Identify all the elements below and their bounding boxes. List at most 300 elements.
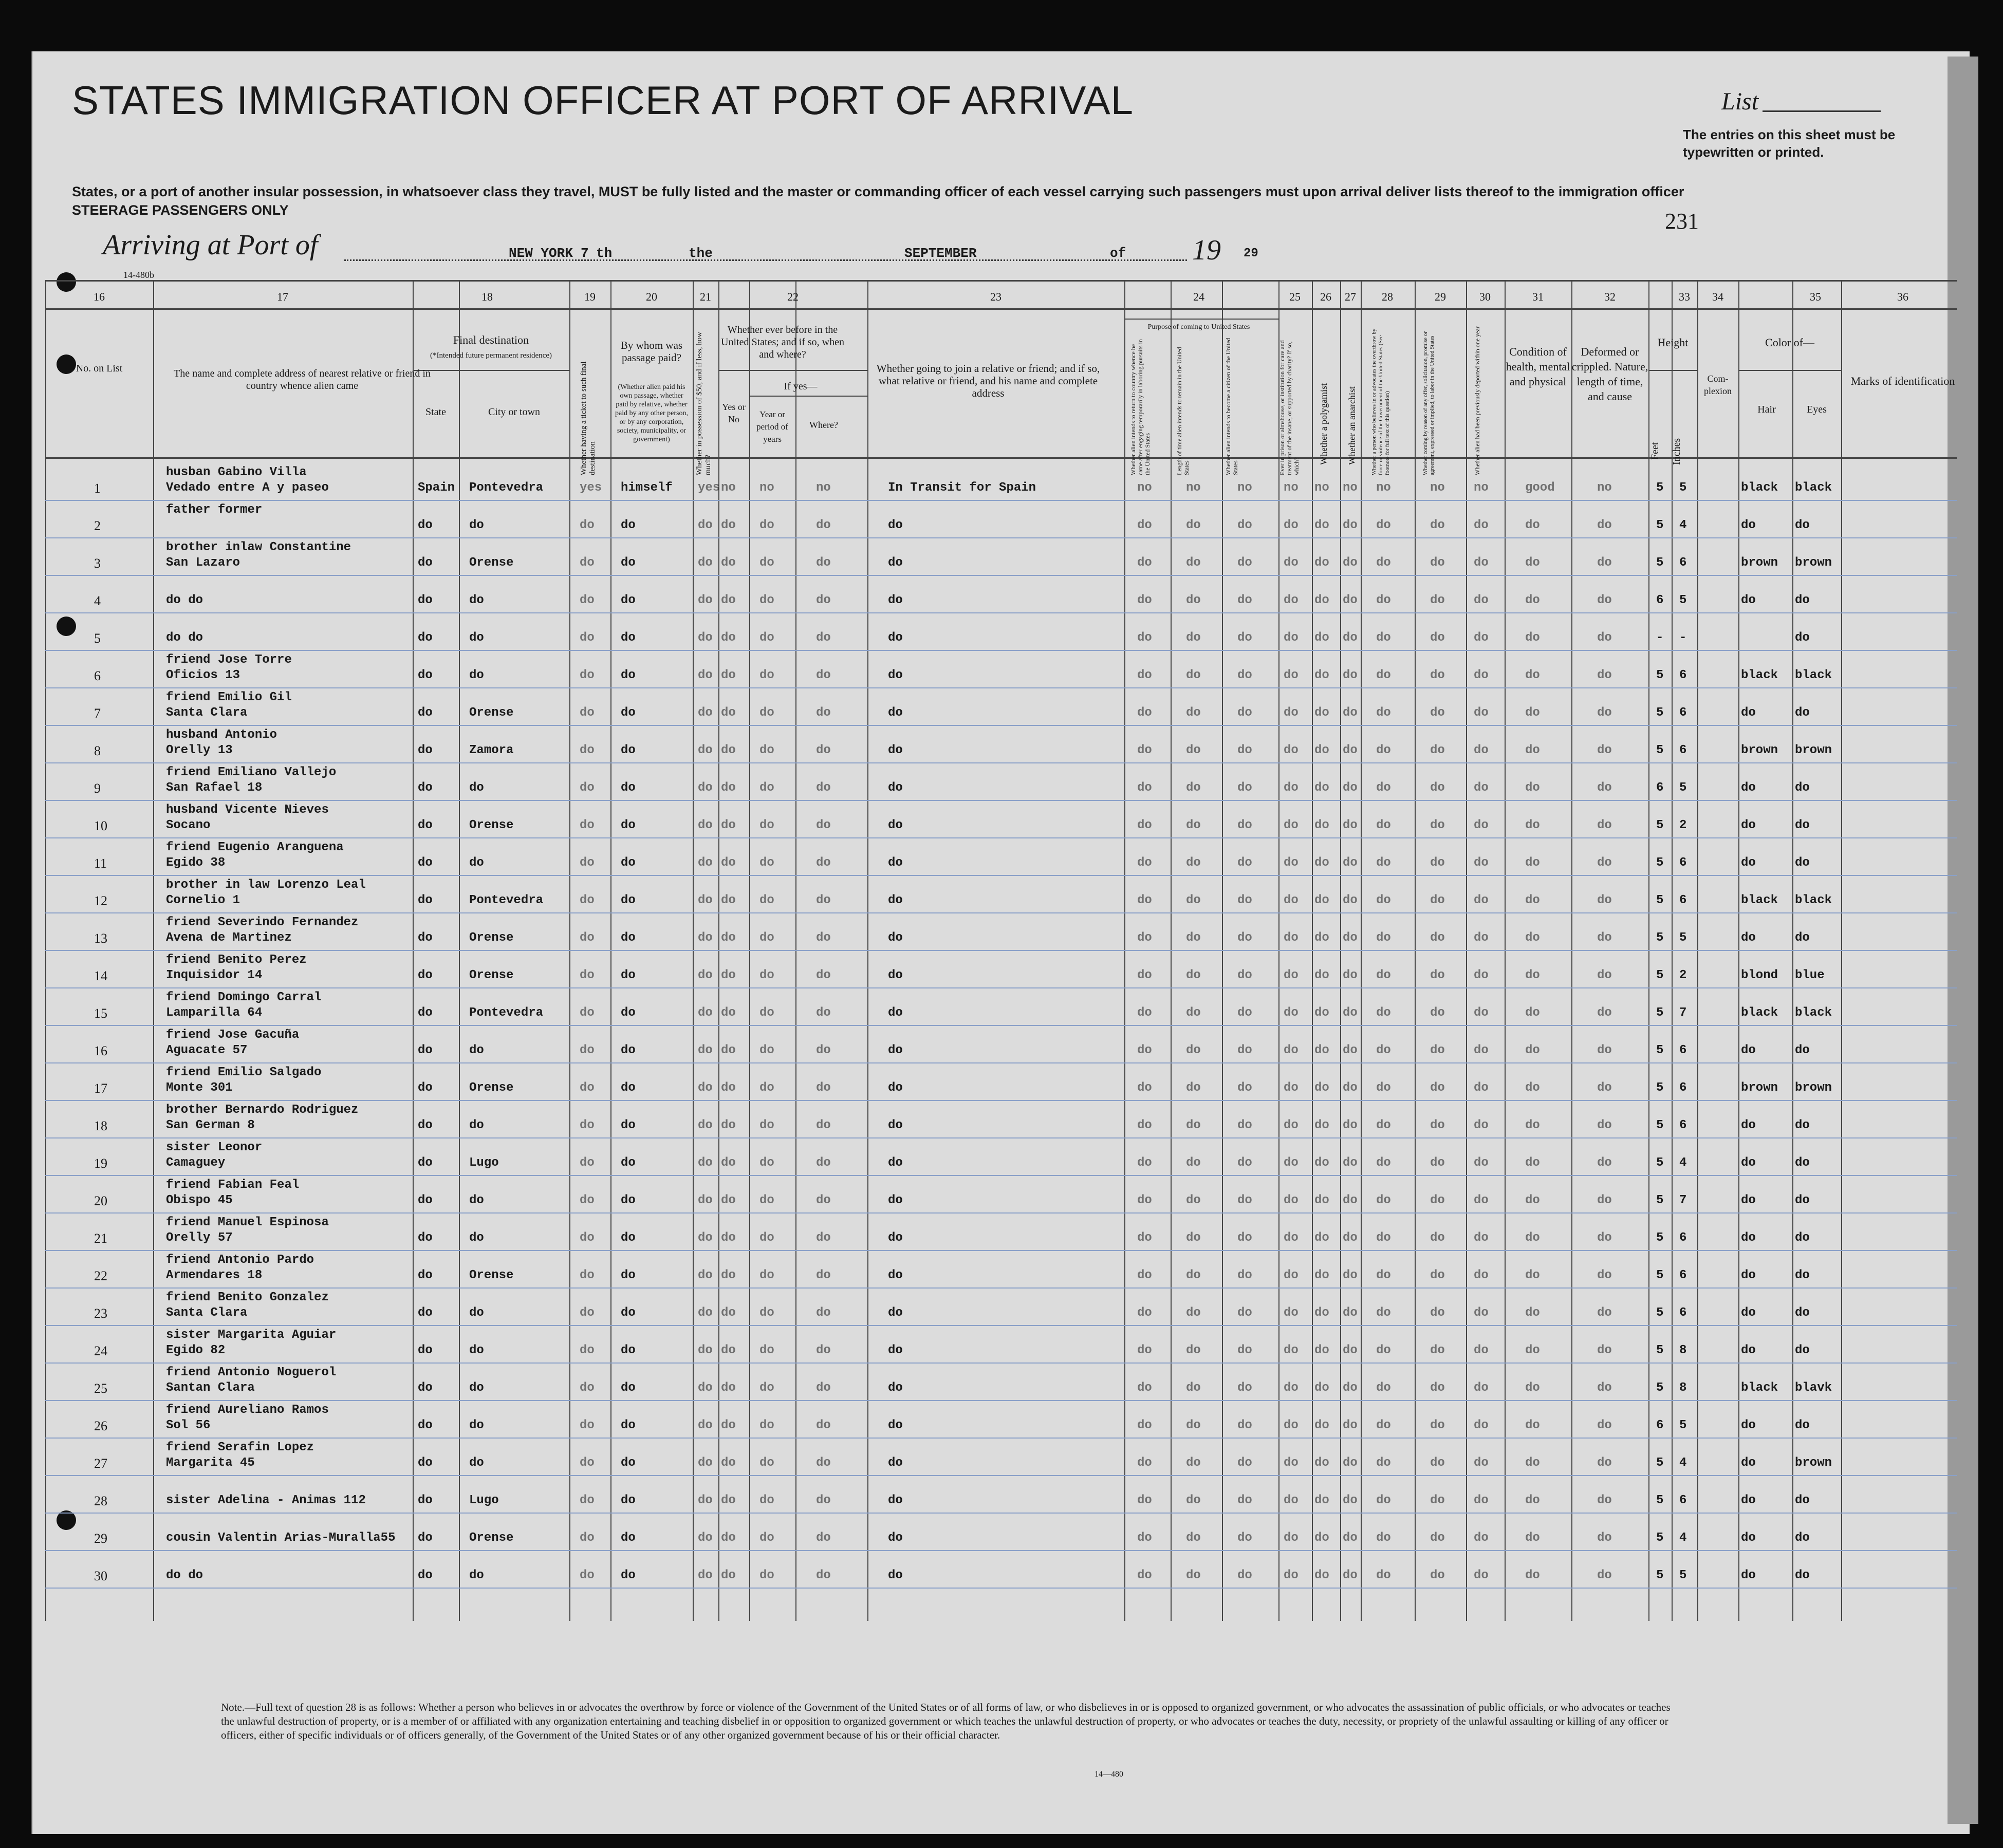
cell-city: do [469,1118,484,1132]
cell-hair: blond [1741,968,1778,982]
cell-state: do [418,1306,433,1320]
cell-paid: do [621,968,636,982]
cell-health: do [1525,893,1540,907]
cell-anar: do [1343,668,1358,682]
column-number: 25 [1289,290,1301,303]
cell-poly: do [1314,631,1329,645]
cell-yn: no [721,481,736,495]
cell-no: 29 [94,1531,107,1546]
cell-feet: 6 [1656,1418,1664,1432]
cell-health: do [1525,593,1540,607]
cell-state: do [418,931,433,945]
cell-inches: 6 [1679,1494,1687,1507]
cell-feet: 5 [1656,1531,1664,1545]
cell-anar: do [1343,1456,1358,1470]
column-number: 30 [1479,290,1491,303]
cell-pc: no [1237,481,1252,495]
cell-no: 24 [94,1343,107,1358]
cell-feet: 5 [1656,1193,1664,1207]
cell-health: do [1525,743,1540,757]
cell-deformed: do [1597,518,1612,532]
cell-eyes: black [1795,481,1832,495]
cell-state: do [418,1343,433,1357]
cell-dep: do [1474,931,1489,945]
cell-pb: do [1186,1456,1201,1470]
cell-prison: do [1284,631,1299,645]
cell-poly: do [1314,743,1329,757]
cell-hair: do [1741,1418,1756,1432]
cell-dep: do [1474,1531,1489,1545]
cell-paid: do [621,893,636,907]
cell-paid: do [621,931,636,945]
cell-no: 4 [94,593,101,608]
cell-state: do [418,1494,433,1507]
cell-inches: 2 [1679,968,1687,982]
cell-ticket: do [580,1569,595,1582]
cell-offer: do [1430,1569,1445,1582]
cell-offer: do [1430,1006,1445,1020]
cell-hair: do [1741,1156,1756,1170]
cell-anar: do [1343,1268,1358,1282]
cell-pb: do [1186,631,1201,645]
header-complexion: Com-plexion [1704,374,1732,396]
cell-over: do [1376,1306,1391,1320]
cell-state: do [418,856,433,870]
cell-city: do [469,631,484,645]
cell-poly: do [1314,556,1329,570]
cell-pb: do [1186,1043,1201,1057]
cell-city: do [469,1569,484,1582]
cell-yn: do [721,1418,736,1432]
cell-no: 16 [94,1043,107,1058]
cell-pc: do [1237,1569,1252,1582]
cell-health: do [1525,1043,1540,1057]
cell-health: do [1525,818,1540,832]
column-number: 35 [1810,290,1821,303]
subtitle [72,182,1684,219]
cell-where: do [816,1118,831,1132]
header-no-on-list: No. on List [76,363,123,374]
cell-poly: do [1314,1569,1329,1582]
cell-health: do [1525,706,1540,720]
cell-prison: do [1284,818,1299,832]
cell-eyes: do [1795,818,1810,832]
cell-dep: do [1474,1043,1489,1057]
header-yes-or-no: Yes or No [722,402,746,424]
cell-pb: do [1186,518,1201,532]
cell-yn: do [721,1306,736,1320]
cell-pa: do [1137,668,1152,682]
cell-state: do [418,1081,433,1095]
cell-pc: do [1237,1231,1252,1245]
cell-deformed: do [1597,781,1612,795]
cell-year: do [759,1343,774,1357]
cell-where: do [816,1456,831,1470]
cell-offer: do [1430,1156,1445,1170]
cell-inches: 6 [1679,1118,1687,1132]
cell-poly: do [1314,1343,1329,1357]
cell-year: do [759,1456,774,1470]
cell-money: do [698,668,713,682]
cell-pa: do [1137,1418,1152,1432]
cell-prison: do [1284,931,1299,945]
cell-ticket: yes [580,481,602,495]
cell-rel2: Egido 38 [166,856,226,870]
cell-money: do [698,631,713,645]
cell-pc: do [1237,856,1252,870]
cell-yn: do [721,1268,736,1282]
cell-pc: do [1237,518,1252,532]
cell-yn: do [721,1494,736,1507]
cell-joining: do [888,1043,903,1057]
cell-dep: do [1474,1193,1489,1207]
cell-hair: do [1741,1456,1756,1470]
cell-anar: do [1343,1381,1358,1395]
cell-joining: do [888,1494,903,1507]
cell-deformed: do [1597,931,1612,945]
cell-where: do [816,1081,831,1095]
cell-over: do [1376,1531,1391,1545]
cell-pc: do [1237,556,1252,570]
cell-joining: do [888,1118,903,1132]
cell-pa: do [1137,593,1152,607]
cell-where: do [816,556,831,570]
cell-anar: do [1343,931,1358,945]
cell-money: do [698,1343,713,1357]
cell-year: do [759,893,774,907]
cell-money: do [698,1043,713,1057]
header-height: Height [1657,336,1689,349]
cell-ticket: do [580,1006,595,1020]
cell-hair: do [1741,706,1756,720]
header-deformed: Deformed or crippled. Nature, length of time, and cause [1571,345,1648,403]
cell-where: do [816,668,831,682]
cell-money: do [698,743,713,757]
header-prison: Ever in prison or almshouse, or institution for care and treatment of the insane, or supported by charity? If so, which? [1278,340,1300,475]
cell-money: do [698,1306,713,1320]
cell-poly: do [1314,1381,1329,1395]
cell-ticket: do [580,1381,595,1395]
column-number: 16 [94,290,105,303]
header-year-period: Year or period of years [756,409,788,444]
cell-state: do [418,743,433,757]
cell-eyes: brown [1795,1081,1832,1095]
table-row [45,1550,1957,1588]
cell-health: do [1525,1531,1540,1545]
cell-eyes: do [1795,1268,1810,1282]
cell-over: do [1376,1118,1391,1132]
cell-pa: do [1137,931,1152,945]
header-ever-before: Whether ever before in the United States; and if so, when and where? [721,324,844,360]
cell-over: do [1376,1456,1391,1470]
cell-year: do [759,1494,774,1507]
cell-year: do [759,1306,774,1320]
cell-where: do [816,1343,831,1357]
cell-health: do [1525,1418,1540,1432]
cell-money: do [698,818,713,832]
cell-ticket: do [580,1306,595,1320]
cell-prison: do [1284,1381,1299,1395]
table-row [45,462,1957,500]
cell-poly: do [1314,818,1329,832]
cell-where: do [816,1006,831,1020]
cell-inches: 4 [1679,1156,1687,1170]
cell-over: do [1376,1043,1391,1057]
header-possession: Whether in possession of $50, and if less, how much? [695,331,712,475]
cell-anar: do [1343,1193,1358,1207]
cell-dep: do [1474,1231,1489,1245]
cell-joining: do [888,1343,903,1357]
header-if-yes: If yes— [784,381,818,392]
cell-city: do [469,1193,484,1207]
cell-dep: do [1474,1418,1489,1432]
cell-no: 30 [94,1569,107,1583]
cell-paid: do [621,1081,636,1095]
cell-pc: do [1237,743,1252,757]
cell-rel2: Egido 82 [166,1343,226,1357]
cell-inches: 5 [1679,931,1687,945]
cell-dep: do [1474,856,1489,870]
cell-rel2: Santan Clara [166,1381,255,1395]
cell-dep: do [1474,1494,1489,1507]
cell-hair: black [1741,668,1778,682]
cell-yn: do [721,1118,736,1132]
cell-over: no [1376,481,1391,495]
cell-poly: do [1314,1268,1329,1282]
cell-rel2: Vedado entre A y paseo [166,481,329,495]
cell-state: do [418,593,433,607]
cell-pa: do [1137,1193,1152,1207]
cell-paid: do [621,1118,636,1132]
cell-dep: no [1474,481,1489,495]
cell-yn: do [721,1456,736,1470]
cell-prison: do [1284,1156,1299,1170]
cell-poly: do [1314,1156,1329,1170]
cell-rel1: friend Aureliano Ramos [166,1403,329,1417]
cell-hair: do [1741,518,1756,532]
cell-eyes: brown [1795,1456,1832,1470]
cell-feet: 5 [1656,893,1664,907]
cell-no: 5 [94,631,101,646]
cell-deformed: do [1597,1231,1612,1245]
cell-rel1: husband Vicente Nieves [166,803,329,817]
cell-no: 21 [94,1231,107,1246]
cell-inches: 6 [1679,856,1687,870]
cell-health: do [1525,668,1540,682]
cell-pc: do [1237,1193,1252,1207]
cell-deformed: do [1597,1006,1612,1020]
cell-over: do [1376,593,1391,607]
cell-city: do [469,1043,484,1057]
cell-health: do [1525,631,1540,645]
cell-pb: do [1186,1193,1201,1207]
cell-anar: do [1343,1531,1358,1545]
cell-dep: do [1474,818,1489,832]
cell-pb: do [1186,1569,1201,1582]
cell-yn: do [721,1006,736,1020]
cell-yn: do [721,706,736,720]
header-city: City or town [488,406,541,418]
cell-state: do [418,706,433,720]
cell-yn: do [721,668,736,682]
cell-money: do [698,1231,713,1245]
cell-feet: 5 [1656,1006,1664,1020]
cell-poly: do [1314,1043,1329,1057]
cell-ticket: do [580,1343,595,1357]
cell-over: do [1376,706,1391,720]
cell-yn: do [721,968,736,982]
cell-offer: do [1430,1231,1445,1245]
cell-inches: 6 [1679,706,1687,720]
cell-money: do [698,706,713,720]
cell-prison: do [1284,1456,1299,1470]
table-row [45,1025,1957,1062]
cell-pa: do [1137,856,1152,870]
table-row [45,1400,1957,1438]
cell-offer: do [1430,1268,1445,1282]
cell-eyes: do [1795,631,1810,645]
cell-eyes: do [1795,856,1810,870]
cell-inches: 4 [1679,1531,1687,1545]
cell-rel1: friend Jose Torre [166,653,292,667]
cell-anar: do [1343,1306,1358,1320]
cell-ticket: do [580,856,595,870]
cell-yn: do [721,1081,736,1095]
cell-deformed: do [1597,1418,1612,1432]
header-purpose-c: Whether alien intends to become a citizen of the United States [1225,338,1239,475]
cell-pa: do [1137,1268,1152,1282]
cell-pa: do [1137,968,1152,982]
cell-paid: do [621,706,636,720]
table-row [45,1175,1957,1212]
cell-prison: do [1284,893,1299,907]
cell-inches: 8 [1679,1343,1687,1357]
cell-offer: do [1430,781,1445,795]
cell-anar: do [1343,968,1358,982]
cell-paid: do [621,1268,636,1282]
cell-over: do [1376,1381,1391,1395]
cell-feet: 5 [1656,1381,1664,1395]
cell-inches: 6 [1679,556,1687,570]
cell-eyes: do [1795,706,1810,720]
cell-dep: do [1474,1381,1489,1395]
port-line [344,259,1187,261]
cell-no: 18 [94,1118,107,1133]
cell-prison: do [1284,518,1299,532]
cell-city: Orense [469,1268,514,1282]
header-state: State [425,406,446,418]
cell-pb: do [1186,818,1201,832]
cell-prison: do [1284,1118,1299,1132]
table-row [45,650,1957,687]
cell-where: do [816,818,831,832]
cell-paid: do [621,1456,636,1470]
cell-poly: do [1314,1118,1329,1132]
page-title: STATES IMMIGRATION OFFICER AT PORT OF ARRIVAL [72,78,1134,123]
cell-year: do [759,668,774,682]
header-color-of: Color of— [1765,336,1814,349]
column-number: 36 [1897,290,1908,303]
table-row [45,1100,1957,1137]
cell-offer: do [1430,1381,1445,1395]
cell-hair: brown [1741,1081,1778,1095]
cell-inches: 6 [1679,893,1687,907]
header-final-destination-note: (*Intended future permanent residence) [430,351,552,360]
cell-offer: do [1430,743,1445,757]
cell-poly: do [1314,1531,1329,1545]
cell-dep: do [1474,1569,1489,1582]
cell-pc: do [1237,1418,1252,1432]
cell-paid: do [621,856,636,870]
cell-money: do [698,593,713,607]
cell-where: do [816,893,831,907]
cell-state: do [418,893,433,907]
cell-hair: do [1741,593,1756,607]
cell-pa: do [1137,1381,1152,1395]
cell-inches: 8 [1679,1381,1687,1395]
arriving-label: Arriving at Port of [103,229,318,261]
cell-pb: do [1186,931,1201,945]
cell-anar: no [1343,481,1358,495]
cell-year: do [759,631,774,645]
cell-pb: do [1186,743,1201,757]
cell-city: do [469,593,484,607]
cell-inches: 6 [1679,1306,1687,1320]
cell-hair: do [1741,818,1756,832]
cell-paid: do [621,593,636,607]
cell-ticket: do [580,1531,595,1545]
header-feet: Feet [1649,442,1661,460]
cell-health: good [1525,481,1555,495]
cell-over: do [1376,1081,1391,1095]
cell-state: do [418,1531,433,1545]
cell-eyes: blue [1795,968,1825,982]
cell-poly: do [1314,706,1329,720]
cell-money: yes [698,481,720,495]
cell-dep: do [1474,781,1489,795]
header-purpose: Purpose of coming to United States [1147,323,1250,331]
cell-poly: do [1314,893,1329,907]
cell-poly: do [1314,1231,1329,1245]
cell-inches: 6 [1679,1081,1687,1095]
cell-feet: 5 [1656,856,1664,870]
cell-inches: 6 [1679,1231,1687,1245]
cell-feet: 5 [1656,1494,1664,1507]
cell-offer: do [1430,818,1445,832]
cell-inches: 7 [1679,1193,1687,1207]
the-word: the [689,246,713,261]
cell-joining: do [888,1418,903,1432]
cell-where: do [816,593,831,607]
cell-poly: do [1314,1306,1329,1320]
table-row [45,1362,1957,1400]
header-subrule [1738,370,1841,371]
cell-yn: do [721,1569,736,1582]
cell-city: Lugo [469,1156,499,1170]
cell-year: no [759,481,774,495]
table-row [45,875,1957,912]
cell-ticket: do [580,706,595,720]
cell-inches: 2 [1679,818,1687,832]
cell-year: do [759,1418,774,1432]
cell-pc: do [1237,1006,1252,1020]
cell-city: do [469,1381,484,1395]
cell-deformed: do [1597,1043,1612,1057]
cell-paid: do [621,1343,636,1357]
cell-anar: do [1343,1569,1358,1582]
cell-eyes: do [1795,1531,1810,1545]
cell-rel2: Obispo 45 [166,1193,233,1207]
